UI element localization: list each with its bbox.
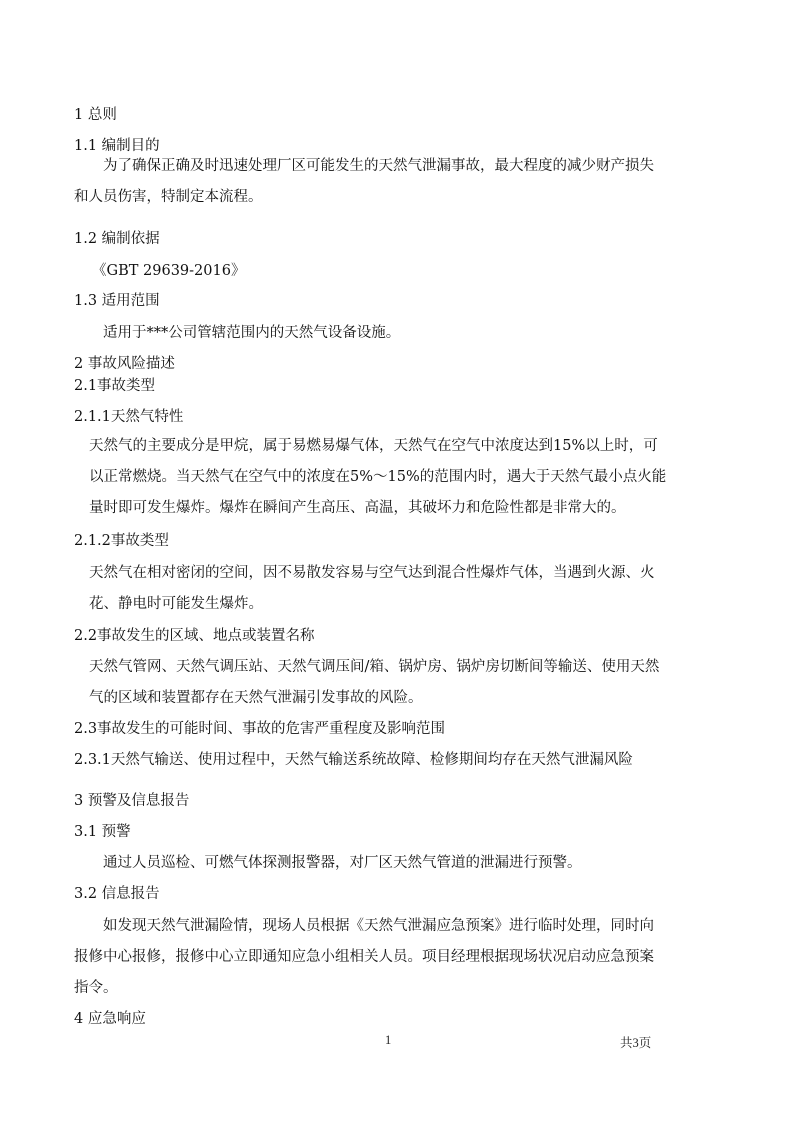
- paragraph-line: 量时即可发生爆炸。爆炸在瞬间产生高压、高温，其破坏力和危险性都是非常大的。: [89, 500, 626, 516]
- paragraph-line: 和人员伤害，特制定本流程。: [74, 189, 263, 205]
- section-heading: 2.2事故发生的区域、地点或装置名称: [74, 628, 315, 644]
- paragraph-line: 适用于***公司管辖范围内的天然气设备设施。: [103, 325, 401, 341]
- section-heading: 2 事故风险描述: [74, 356, 175, 372]
- section-heading: 1.2 编制依据: [74, 231, 160, 247]
- section-heading: 4 应急响应: [74, 1011, 146, 1027]
- paragraph-line: 气的区域和装置都存在天然气泄漏引发事故的风险。: [89, 690, 423, 706]
- paragraph-line: 天然气管网、天然气调压站、天然气调压间/箱、锅炉房、锅炉房切断间等输送、使用天然: [89, 659, 660, 675]
- paragraph-line: 天然气在相对密闭的空间，因不易散发容易与空气达到混合性爆炸气体，当遇到火源、火: [89, 565, 655, 581]
- section-heading: 3.1 预警: [74, 824, 131, 840]
- section-heading: 3.2 信息报告: [74, 886, 160, 902]
- section-heading: 2.1事故类型: [74, 378, 156, 394]
- section-heading: 1.3 适用范围: [74, 293, 160, 309]
- paragraph-line: 报修中心报修，报修中心立即通知应急小组相关人员。项目经理根据现场状况启动应急预案: [74, 949, 654, 965]
- paragraph-line: 天然气的主要成分是甲烷，属于易燃易爆气体，天然气在空气中浓度达到15%以上时，可: [89, 438, 658, 454]
- paragraph-line: 以正常燃烧。当天然气在空气中的浓度在5%～15%的范围内时，遇大于天然气最小点火能: [89, 469, 667, 485]
- paragraph-line: 为了确保正确及时迅速处理厂区可能发生的天然气泄漏事故，最大程度的减少财产损失: [103, 158, 654, 174]
- paragraph-line: 《GBT 29639-2016》: [92, 263, 246, 279]
- section-heading: 1.1 编制目的: [74, 138, 160, 154]
- section-heading: 3 预警及信息报告: [74, 793, 190, 809]
- paragraph-line: 2.3.1天然气输送、使用过程中，天然气输送系统故障、检修期间均存在天然气泄漏风险: [74, 752, 633, 768]
- section-heading: 1 总则: [74, 107, 117, 123]
- page-number: 1: [385, 1033, 392, 1047]
- section-heading: 2.3事故发生的可能时间、事故的危害严重程度及影响范围: [74, 721, 446, 737]
- section-heading: 2.1.2事故类型: [74, 533, 169, 549]
- paragraph-line: 花、静电时可能发生爆炸。: [89, 596, 263, 612]
- paragraph-line: 如发现天然气泄漏险情，现场人员根据《天然气泄漏应急预案》进行临时处理，同时向: [103, 918, 654, 934]
- paragraph-line: 通过人员巡检、可燃气体探测报警器，对厂区天然气管道的泄漏进行预警。: [103, 855, 582, 871]
- total-pages: 共3页: [620, 1036, 652, 1050]
- paragraph-line: 指令。: [74, 980, 118, 996]
- section-heading: 2.1.1天然气特性: [74, 409, 184, 425]
